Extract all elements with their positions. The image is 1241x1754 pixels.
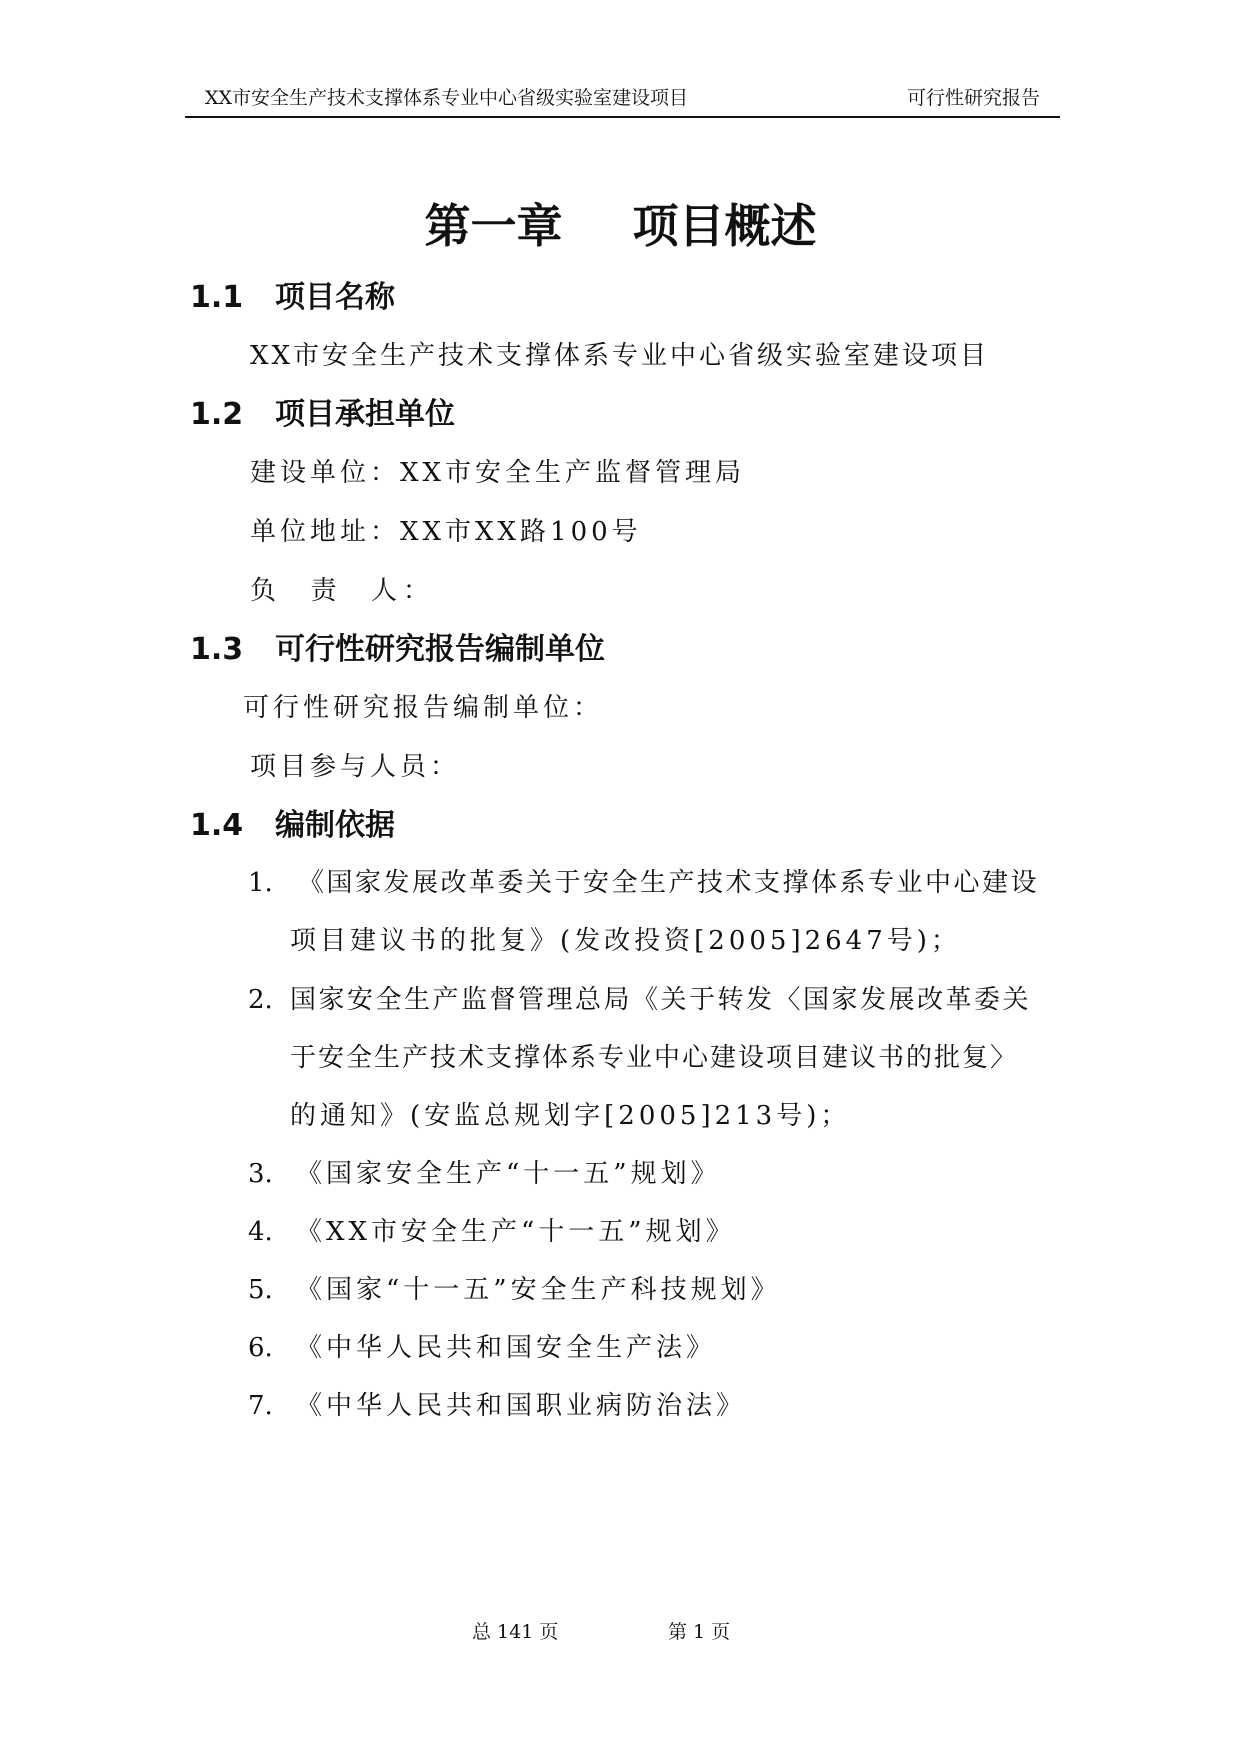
- list-item-number: 1.: [248, 868, 273, 898]
- page-header: [185, 86, 1060, 118]
- section-number: 1.4: [190, 808, 244, 843]
- construction-unit-line: 建设单位：XX市安全生产监督管理局: [250, 458, 746, 488]
- section-heading-1-2: [190, 395, 455, 435]
- section-number: 1.3: [190, 632, 244, 667]
- report-author-unit-line: 可行性研究报告编制单位：: [243, 693, 604, 723]
- list-item-line: 《国家“十一五”安全生产科技规划》: [296, 1275, 781, 1305]
- responsible-person-line: 负 责 人：: [250, 576, 436, 606]
- section-heading-1-3: [190, 630, 605, 670]
- list-item-line: 《国家安全生产“十一五”规划》: [296, 1159, 721, 1189]
- list-item-line: 《中华人民共和国职业病防治法》: [296, 1391, 747, 1421]
- list-item-line: 项目建议书的批复》(发改投资[2005]2647号)；: [290, 926, 961, 956]
- list-item-line: 于安全生产技术支撑体系专业中心建设项目建议书的批复〉: [290, 1043, 1019, 1073]
- list-item-number: 5.: [248, 1275, 273, 1305]
- chapter-number: 第一章: [424, 199, 563, 253]
- chapter-title: [0, 196, 1241, 256]
- list-item-line: 《XX市安全生产“十一五”规划》: [296, 1217, 736, 1247]
- list-item-number: 4.: [248, 1217, 273, 1247]
- list-item-line: 的通知》(安监总规划字[2005]213号)；: [290, 1101, 851, 1131]
- list-item-line: 《国家发展改革委关于安全生产技术支撑体系专业中心建设: [298, 868, 1040, 898]
- total-pages: 总 141 页: [472, 1621, 559, 1643]
- header-project-name: XX市安全生产技术支撑体系专业中心省级实验室建设项目: [205, 87, 689, 109]
- section-number: 1.1: [190, 280, 244, 315]
- list-item-number: 6.: [248, 1333, 273, 1363]
- list-item-line: 《中华人民共和国安全生产法》: [296, 1333, 717, 1363]
- section-number: 1.2: [190, 397, 244, 432]
- section-title: 编制依据: [275, 808, 395, 843]
- list-item-number: 3.: [248, 1159, 273, 1189]
- section-heading-1-1: [190, 278, 395, 318]
- chapter-name: 项目概述: [632, 199, 817, 253]
- list-item-line: 国家安全生产监督管理总局《关于转发〈国家发展改革委关: [290, 985, 1032, 1015]
- section-title: 项目承担单位: [275, 397, 455, 432]
- list-item-number: 2.: [248, 985, 273, 1015]
- section-heading-1-4: [190, 806, 395, 846]
- project-participants-line: 项目参与人员：: [250, 752, 461, 782]
- unit-address-line: 单位地址：XX市XX路100号: [250, 517, 642, 547]
- header-doc-type: 可行性研究报告: [906, 87, 1040, 109]
- section-title: 项目名称: [275, 280, 395, 315]
- project-name-text: XX市安全生产技术支撑体系专业中心省级实验室建设项目: [250, 341, 990, 371]
- section-title: 可行性研究报告编制单位: [275, 632, 605, 667]
- page-number: 第 1 页: [668, 1621, 731, 1643]
- list-item-number: 7.: [248, 1391, 273, 1421]
